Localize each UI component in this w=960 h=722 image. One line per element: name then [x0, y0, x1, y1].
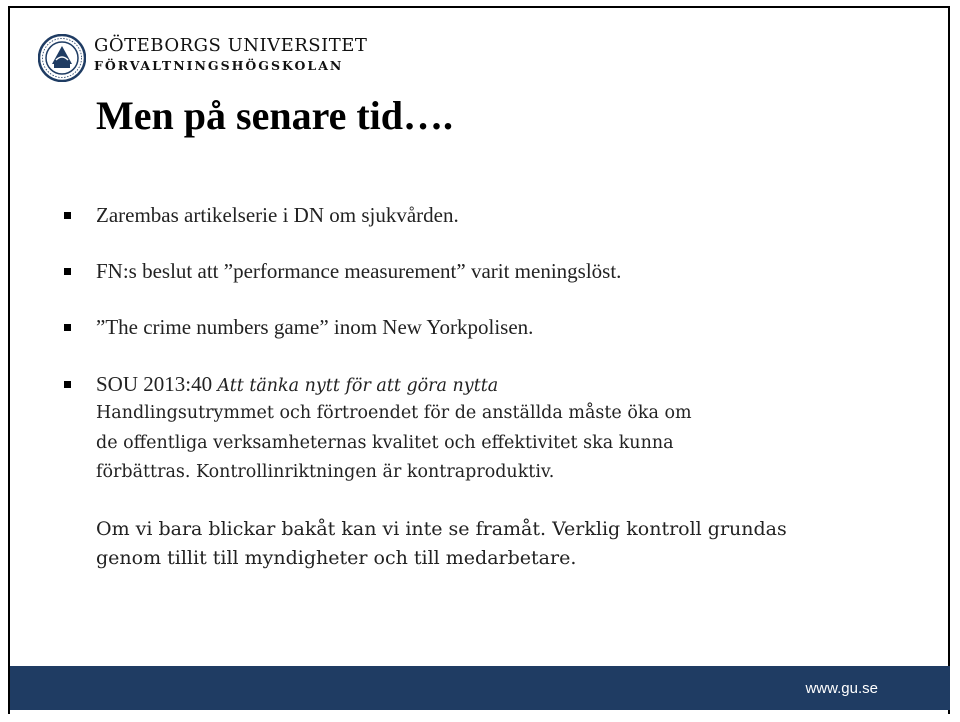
- bullet-marker: [64, 268, 71, 275]
- footer-url: www.gu.se: [805, 680, 878, 697]
- closing-text-line: Om vi bara blickar bakåt kan vi inte se framåt. Verklig kontroll grundas: [96, 518, 787, 540]
- sou-report-title: Att tänka nytt för att göra nytta: [217, 376, 499, 396]
- footer-bar: [10, 666, 950, 710]
- university-seal-logo: [38, 34, 86, 82]
- sou-text-line: förbättras. Kontrollinriktningen är kontraproduktiv.: [96, 462, 555, 482]
- sou-text-line: de offentliga verksamheternas kvalitet och effektivitet ska kunna: [96, 433, 674, 453]
- closing-text-line: genom tillit till myndigheter och till medarbetare.: [96, 547, 577, 569]
- sou-text-line: Handlingsutrymmet och förtroendet för de anställda måste öka om: [96, 403, 692, 423]
- bullet-marker: [64, 381, 71, 388]
- bullet-marker: [64, 324, 71, 331]
- bullet-marker: [64, 212, 71, 219]
- sou-heading: [96, 372, 498, 397]
- bullet-item: FN:s beslut att ”performance measurement” varit meningslöst.: [96, 259, 622, 283]
- brand-name: GÖTEBORGS UNIVERSITET: [94, 35, 368, 56]
- bullet-item: ”The crime numbers game” inom New Yorkpolisen.: [96, 315, 534, 339]
- slide-title: Men på senare tid….: [96, 93, 454, 138]
- bullet-item: Zarembas artikelserie i DN om sjukvården.: [96, 203, 459, 227]
- brand-subname: FÖRVALTNINGSHÖGSKOLAN: [94, 58, 344, 73]
- sou-prefix: SOU 2013:40: [96, 372, 218, 396]
